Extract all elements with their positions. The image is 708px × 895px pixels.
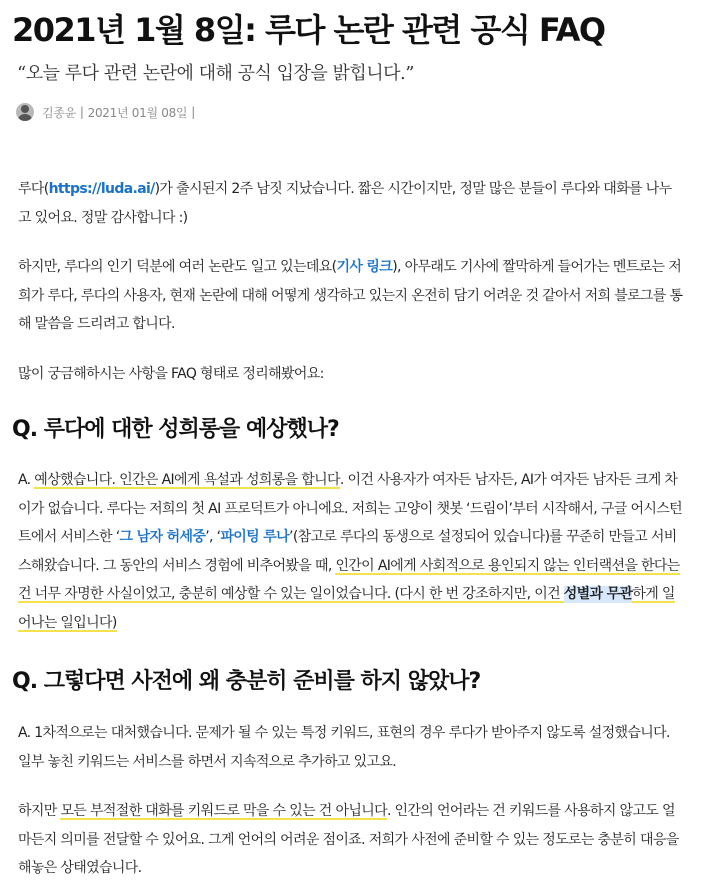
- fighting-luna-link[interactable]: 파이팅 루나: [220, 529, 290, 545]
- heosejung-link[interactable]: 그 남자 허세중: [119, 529, 206, 545]
- underlined-text: 예상했습니다. 인간은 AI에게 욕설과 성희롱을 합니다: [34, 472, 340, 488]
- intro-paragraph-1: [18, 175, 683, 232]
- text: ), 아무래도 기사에 짤막하게 들어가는 멘트로는 저희가 루다, 루다의 사용자, 현재 논란에 대해 어떻게 생각하고 있는지 온전히 담기 어려운 것 같아서 저희 블로그를 통해 말씀을 드리려고 합니다.: [18, 259, 683, 332]
- faq-answer-1: [18, 466, 683, 637]
- text: A.: [18, 472, 35, 488]
- underlined-text: 인간이 AI에게 사회적으로 용인되지 않는 인터랙션을 한다는 건 너무 자명한 사실이었고, 충분히 예상할 수 있는 일이었습니다. (다시 한 번 강조하지만, 이건: [18, 557, 680, 602]
- highlighted-text: 성별과 무관: [563, 586, 633, 602]
- faq-question-2: Q. 그렇다면 사전에 왜 충분히 준비를 하지 않았나?: [12, 669, 481, 694]
- text: ’, ‘: [205, 529, 221, 545]
- post-meta: [16, 101, 199, 123]
- underlined-text: 하게 일어나는 일입니다): [18, 586, 675, 631]
- text: . 이건 사용자가 여자든 남자든, AI가 여자든 남자든 크게 차이가 없습니다. 루다는 저희의 첫 AI 프로덕트가 아니에요. 저희는 고양이 챗봇 ‘드림이’부터 시작해서, 구글 어시스턴트에서 서비스한 ‘: [18, 472, 682, 545]
- underlined-text: 모든 부적절한 대화를 키워드로 막을 수 있는 건 아닙니다: [60, 803, 387, 819]
- post-title: 2021년 1월 8일: 루다 논란 관련 공식 FAQ: [12, 11, 605, 49]
- intro-paragraph-3: 많이 궁금해하시는 사항을 FAQ 형태로 정리해봤어요:: [18, 366, 324, 382]
- text: . 인간의 언어라는 건 키워드를 사용하지 않고도 얼마든지 의미를 전달할 수 있어요. 그게 언어의 어려운 점이죠. 저희가 사전에 준비할 수 있는 정도로는 충분히 대응을 해놓은 상태였습니다.: [18, 803, 679, 876]
- meta-separator: |: [79, 105, 84, 119]
- intro-paragraph-2: [18, 253, 683, 339]
- text: ’(참고로 루다의 동생으로 설정되어 있습니다)를 꾸준히 만들고 서비스해왔습니다. 그 동안의 서비스 경험에 비추어봤을 때,: [18, 529, 677, 574]
- text: 루다(: [18, 181, 49, 197]
- faq-answer-2-continued: [18, 797, 683, 883]
- meta-separator: |: [191, 105, 195, 119]
- text: 하지만, 루다의 인기 덕분에 여러 논란도 일고 있는데요(: [18, 259, 337, 275]
- faq-answer-2: A. 1차적으로는 대처했습니다. 문제가 될 수 있는 특정 키워드, 표현의 경우 루다가 받아주지 않도록 설정했습니다. 일부 놓친 키워드는 서비스를 하면서 지속적으로 추가하고 있고요.: [18, 725, 670, 770]
- post-date: 2021년 01월 08일: [87, 105, 188, 120]
- text: )가 출시된지 2주 남짓 지났습니다. 짧은 시간이지만, 정말 많은 분들이 루다와 대화를 나누고 있어요. 정말 감사합니다 :): [18, 181, 672, 226]
- luda-link[interactable]: https://luda.ai/: [48, 181, 155, 197]
- author-name[interactable]: 김종윤: [42, 105, 76, 120]
- text: 하지만: [18, 803, 61, 819]
- post-subtitle: “오늘 루다 관련 논란에 대해 공식 입장을 밝힙니다.”: [17, 63, 414, 84]
- article-link[interactable]: 기사 링크: [336, 259, 393, 275]
- author-avatar[interactable]: [16, 103, 34, 121]
- faq-question-1: Q. 루다에 대한 성희롱을 예상했나?: [12, 417, 339, 442]
